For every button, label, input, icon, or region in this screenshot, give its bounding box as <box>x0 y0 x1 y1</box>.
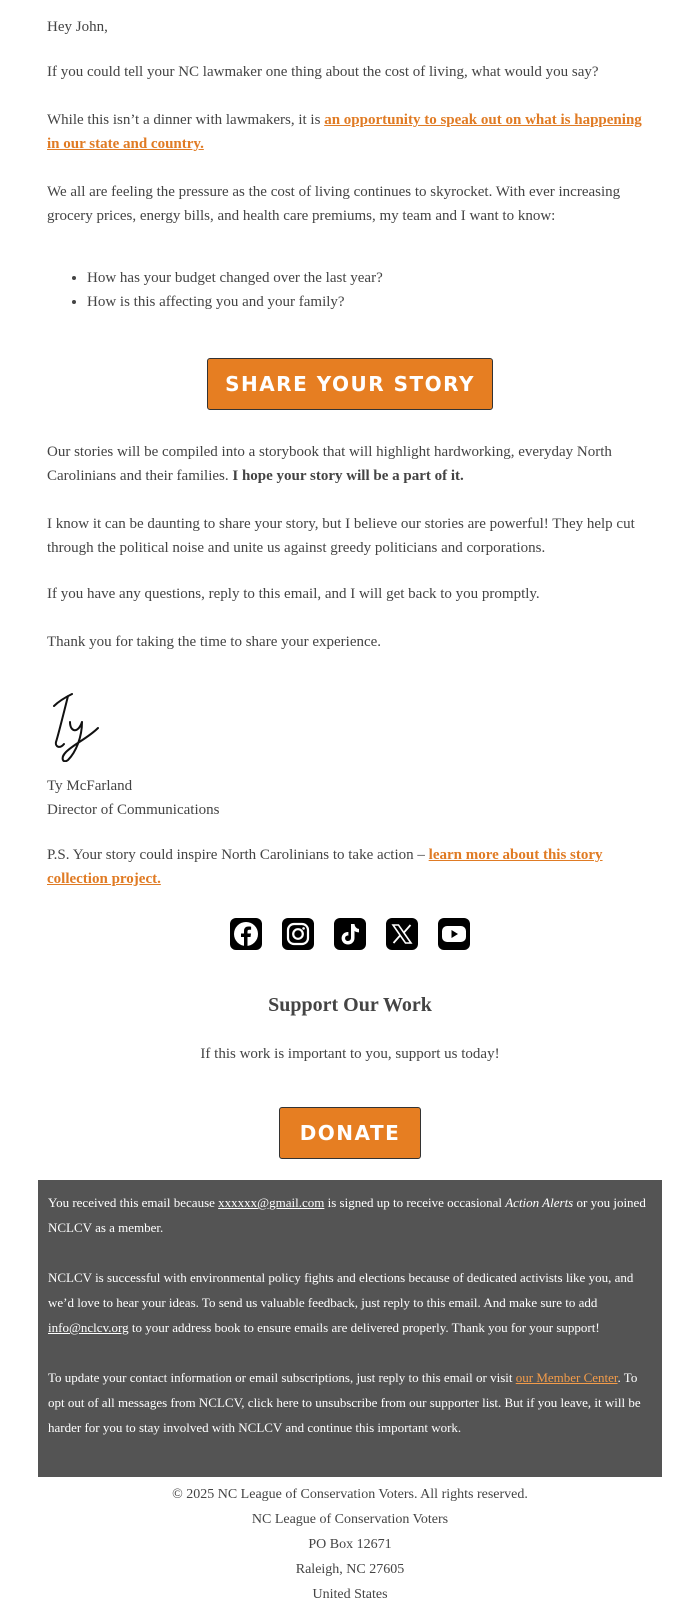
signer-title: Director of Communications <box>47 802 220 818</box>
pressure-paragraph: We all are feeling the pressure as the cost of living continues to skyrocket. With ever increasing grocery prices, energy bills, and health care premiums, my team and I want to know: <box>47 184 621 224</box>
org-name: NC League of Conservation Voters <box>251 1512 449 1527</box>
footer-text: To update your contact information or email subscriptions, just reply to this email or visit <box>48 1370 516 1385</box>
thank-you-paragraph: Thank you for taking the time to share your experience. <box>47 634 382 650</box>
opportunity-paragraph <box>47 108 653 156</box>
subscriber-email-link[interactable]: xxxxxx@gmail.com <box>218 1195 325 1210</box>
youtube-icon[interactable] <box>438 918 470 950</box>
footer-feedback-notice <box>48 1265 652 1340</box>
support-heading: Support Our Work <box>268 994 432 1016</box>
questions-paragraph: If you have any questions, reply to this email, and I will get back to you promptly. <box>47 586 540 602</box>
action-alerts-text: Action Alerts <box>505 1195 574 1210</box>
story-project-link[interactable]: learn more about this story collection project. <box>47 847 603 887</box>
support-text: If this work is important to you, support us today! <box>200 1046 500 1062</box>
signature-svg <box>48 692 108 762</box>
footer-text: or you joined NCLCV as a member. <box>48 1195 646 1235</box>
po-box: PO Box 12671 <box>308 1537 392 1552</box>
member-center-link[interactable]: our Member Center <box>515 1370 618 1385</box>
info-email-link[interactable]: info@nclcv.org <box>48 1320 129 1335</box>
list-item: • How is this affecting you and your family? <box>87 290 693 314</box>
country: United States <box>312 1587 388 1602</box>
footer-text: is signed up to receive occasional <box>324 1195 506 1210</box>
footer-unsubscribe-notice <box>48 1365 652 1440</box>
footer-text: . To opt out of all messages from NCLCV, click here to unsubscribe from our supporter list. But if you leave, it will be harder for you to stay involved with NCLCV and continue this important work. <box>48 1370 641 1435</box>
x-icon[interactable] <box>386 918 418 950</box>
footer-address <box>0 1482 700 1607</box>
tiktok-icon[interactable] <box>334 918 366 950</box>
storybook-paragraph <box>47 440 653 488</box>
copyright-text: © 2025 NC League of Conservation Voters. All rights reserved. <box>172 1487 528 1502</box>
signature-image <box>48 692 108 762</box>
question-list <box>47 266 693 314</box>
footer-text: NCLCV is successful with environmental policy fights and elections because of dedicated activists like you, and we’d love to hear your ideas. To send us valuable feedback, just reply to this email. And make sure to add <box>48 1270 634 1310</box>
storybook-text: Our stories will be compiled into a storybook that will highlight hardworking, everyday North Carolinians and their families. <box>47 444 612 484</box>
footer-text: You received this email because <box>48 1195 219 1210</box>
instagram-icon[interactable] <box>282 918 314 950</box>
facebook-icon[interactable] <box>230 918 262 950</box>
opportunity-text: While this isn’t a dinner with lawmakers, it is <box>47 112 325 128</box>
storybook-bold-text: I hope your story will be a part of it. <box>232 468 464 484</box>
footer-text: to your address book to ensure emails are delivered properly. Thank you for your support! <box>128 1320 600 1335</box>
ps-text: P.S. Your story could inspire North Carolinians to take action – <box>47 847 429 863</box>
social-icons-row <box>0 918 700 950</box>
daunting-paragraph: I know it can be daunting to share your story, but I believe our stories are powerful! They help cut through the political noise and unite us against greedy politicians and corporations. <box>47 516 635 556</box>
list-item: • How has your budget changed over the last year? <box>87 266 693 290</box>
footer-notice <box>38 1180 662 1477</box>
share-your-story-button[interactable]: SHARE YOUR STORY <box>207 358 493 410</box>
ps-paragraph <box>47 843 653 891</box>
greeting: Hey John, <box>47 19 108 35</box>
donate-button[interactable]: DONATE <box>279 1107 421 1159</box>
intro-paragraph: If you could tell your NC lawmaker one thing about the cost of living, what would you say? <box>47 64 599 80</box>
signer-name: Ty McFarland <box>47 778 133 794</box>
footer-subscription-notice <box>48 1190 652 1240</box>
city-state: Raleigh, NC 27605 <box>295 1562 405 1577</box>
opportunity-link[interactable]: an opportunity to speak out on what is happening in our state and country. <box>47 112 642 152</box>
